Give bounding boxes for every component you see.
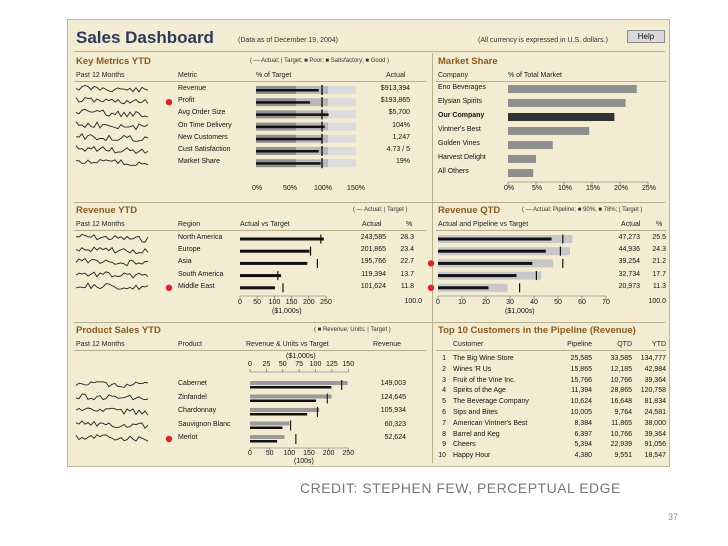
metric-actual: 4.73 / 5 (386, 146, 410, 153)
qtd-pct: 11.3 (652, 282, 666, 290)
col-actual-pipeline: Actual and Pipeline vs Target (438, 221, 529, 228)
axis-tick-label: 50 (278, 361, 287, 368)
customer-ytd: 38,000 (644, 419, 666, 427)
product-revenue: 105,934 (380, 407, 406, 414)
axis-tick-label: 150% (347, 185, 365, 192)
revenue-ytd-total: 100.0 (404, 298, 422, 305)
region-actual: 119,394 (361, 270, 386, 278)
revenue-ytd-title: Revenue YTD (76, 205, 138, 216)
customer-ytd: 42,984 (644, 365, 666, 373)
metric-actual: 19% (395, 158, 410, 166)
customer-pipeline: 8,384 (574, 419, 592, 427)
company-name: Harvest Delight (438, 154, 486, 161)
customer-qtd: 12,185 (610, 365, 632, 373)
customer-rank: 4 (442, 387, 446, 395)
metric-actual: $5,700 (388, 109, 410, 117)
actual-bar (438, 274, 516, 277)
col-product: Product (178, 341, 203, 348)
col-pct-target: % of Target (256, 72, 292, 79)
col-customer: Customer (453, 341, 484, 348)
axis-tick-label: 150 (285, 299, 298, 306)
axis-tick-label: 70 (602, 299, 610, 306)
axis-tick-label: 0 (436, 299, 440, 306)
key-metrics-title: Key Metrics YTD (76, 56, 151, 67)
customer-pipeline: 10,624 (570, 398, 592, 406)
axis-tick-label: 25% (641, 185, 656, 192)
customer-rank: 10 (438, 452, 446, 460)
metric-actual: 1,247 (392, 133, 410, 141)
revenue-qtd-total: 100.0 (648, 298, 666, 305)
actual-bar (438, 238, 552, 241)
qtd-pct: 24.3 (652, 246, 666, 254)
col-actual: Actual (386, 72, 406, 79)
col-pct-rev: % (406, 221, 413, 228)
customer-name: Wines 'R Us (453, 365, 492, 373)
customer-pipeline: 25,585 (570, 355, 592, 362)
credit-caption: CREDIT: STEPHEN FEW, PERCEPTUAL EDGE (300, 480, 621, 496)
product-name: Chardonnay (178, 407, 217, 414)
metric-name: Cust Satisfaction (178, 146, 231, 153)
key-metrics-legend: ( — Actual; | Target; ■ Poor; ■ Satisfactory; ■ Good ) (250, 58, 390, 64)
units-bar (250, 400, 316, 403)
sparkline-prod-4 (76, 435, 148, 441)
region-pct: 22.7 (400, 258, 414, 266)
customer-rank: 6 (442, 409, 446, 416)
t10-header-rule (436, 350, 666, 351)
actual-bar (438, 262, 532, 265)
product-revenue: 149,003 (380, 380, 406, 387)
metric-name: Avg Order Size (178, 109, 226, 117)
qtd-pct: 17.7 (652, 270, 666, 278)
axis-tick-label: 50 (265, 450, 274, 457)
axis-tick-label: 30 (506, 299, 514, 306)
metric-actual: $913,394 (380, 85, 410, 92)
customer-pipeline: 5,394 (574, 441, 592, 449)
company-name: Golden Vines (438, 140, 480, 147)
axis-tick-label: 40 (530, 299, 538, 306)
sales-dashboard (67, 19, 670, 467)
customer-qtd: 22,939 (610, 441, 632, 449)
customer-qtd: 16,648 (610, 398, 632, 406)
qtd-actual: 47,273 (618, 234, 640, 241)
metric-name: On Time Delivery (178, 121, 232, 129)
col-ytd: YTD (652, 341, 666, 348)
product-bottom-unit: (100s) (294, 458, 314, 465)
revenue-qtd-unit: ($1,000s) (505, 308, 535, 315)
col-past-12-rev: Past 12 Months (76, 221, 125, 228)
region-actual: 195,766 (360, 258, 386, 266)
revenue-bar (250, 422, 289, 426)
company-name: All Others (438, 168, 469, 175)
axis-tick-label: 100 (268, 299, 281, 306)
axis-tick-label: 10% (557, 185, 572, 192)
axis-tick-label: 0 (238, 299, 242, 306)
customer-name: Sips and Bites (453, 409, 498, 416)
customer-rank: 3 (442, 376, 446, 384)
revenue-ytd-legend: ( — Actual; | Target ) (353, 207, 408, 213)
customer-qtd: 9,764 (614, 409, 632, 416)
region-pct: 13.7 (400, 270, 414, 278)
qtd-actual: 44,936 (618, 246, 640, 254)
company-name: Eno Beverages (438, 84, 486, 91)
customer-name: The Beverage Company (453, 398, 529, 406)
revenue-bar (250, 408, 319, 412)
product-name: Zinfandel (178, 393, 207, 401)
customer-pipeline: 15,865 (570, 365, 592, 373)
axis-tick-label: 100 (309, 361, 322, 368)
product-name: Sauvignon Blanc (178, 420, 231, 428)
sparkline-prod-0 (76, 382, 148, 388)
qtd-pct: 25.5 (652, 234, 666, 241)
customer-ytd: 81,834 (644, 398, 666, 406)
customer-rank: 7 (442, 419, 446, 427)
col-region: Region (178, 221, 201, 228)
customer-pipeline: 6,397 (574, 430, 592, 438)
customer-pipeline: 15,766 (570, 376, 592, 384)
axis-tick-label: 10 (458, 299, 466, 306)
sparkline-prod-2 (76, 408, 148, 415)
customer-ytd: 18,547 (644, 452, 666, 460)
customer-ytd: 39,364 (644, 376, 666, 384)
customer-ytd: 39,364 (644, 430, 666, 438)
customer-rank: 8 (442, 430, 446, 438)
product-sales-legend: ( ■ Revenue; Units; | Target ) (314, 327, 391, 333)
sparkline-prod-3 (76, 421, 148, 428)
axis-tick-label: 100% (314, 185, 332, 192)
col-pct-qtd: % (656, 221, 663, 228)
axis-tick-label: 60 (578, 299, 586, 306)
axis-tick-label: 100 (283, 450, 296, 457)
customer-qtd: 10,766 (610, 430, 632, 438)
customer-qtd: 11,865 (611, 419, 632, 427)
axis-tick-label: 0 (248, 450, 252, 457)
axis-tick-label: 0 (248, 361, 252, 368)
axis-tick-label: 0% (251, 185, 263, 192)
customer-name: Spirits of the Age (453, 387, 506, 395)
actual-bar (438, 286, 488, 289)
axis-tick-label: 15% (585, 185, 600, 192)
qtd-pct: 21.2 (652, 258, 666, 266)
units-bar (250, 386, 331, 389)
region-name: Asia (178, 258, 192, 266)
customer-ytd: 120,758 (640, 387, 666, 395)
revenue-qtd-title: Revenue QTD (438, 205, 501, 216)
customer-ytd: 91,056 (644, 441, 666, 449)
col-actual-rev: Actual (362, 221, 382, 228)
axis-tick-label: 200 (322, 450, 335, 457)
axis-tick-label: 75 (295, 361, 304, 368)
revenue-bar (250, 381, 348, 385)
region-name: South America (178, 270, 224, 278)
region-pct: 23.4 (400, 246, 414, 254)
col-revenue: Revenue (373, 341, 402, 348)
axis-tick-label: 5% (531, 185, 543, 192)
qtd-actual: 32,734 (618, 270, 640, 278)
product-name: Cabernet (178, 380, 207, 387)
qtd-actual: 20,973 (618, 282, 640, 290)
company-name: Vintner's Best (438, 126, 481, 133)
region-pct: 11.8 (400, 282, 414, 290)
axis-tick-label: 150 (342, 361, 355, 368)
revenue-qtd-legend: ( — Actual; Pipeline; ■ 90%; ■ 78%; | Target ) (522, 207, 643, 213)
units-bar (250, 413, 307, 416)
customer-pipeline: 11,394 (571, 387, 592, 395)
company-name: Our Company (438, 112, 485, 119)
market-share-title: Market Share (438, 56, 498, 67)
product-revenue: 124,645 (380, 393, 406, 401)
page-title: Sales Dashboard (76, 28, 214, 47)
axis-tick-label: 20 (482, 299, 490, 306)
axis-tick-label: 20% (613, 185, 628, 192)
sparkline-prod-1 (76, 394, 148, 400)
col-pipeline: Pipeline (567, 341, 592, 348)
customer-name: Barrel and Keg (453, 430, 500, 438)
axis-tick-label: 0% (503, 185, 515, 192)
axis-tick-label: 250 (320, 299, 332, 306)
customer-rank: 2 (442, 365, 446, 373)
actual-bar (438, 250, 546, 253)
col-company: Company (438, 72, 468, 79)
axis-tick-label: 150 (303, 450, 315, 457)
region-name: Europe (178, 246, 201, 254)
col-rev-units-target: Revenue & Units vs Target (246, 341, 329, 348)
qtd-actual: 39,254 (618, 258, 640, 266)
customer-pipeline: 4,380 (574, 452, 592, 460)
customer-qtd: 28,865 (610, 387, 632, 395)
currency-note: (All currency is expressed in U.S. dollars.) (478, 37, 608, 44)
customer-rank: 1 (442, 355, 446, 362)
axis-tick-label: 25 (262, 361, 271, 368)
customer-name: Happy Hour (453, 452, 491, 460)
product-top-unit: ($1,000s) (286, 353, 316, 360)
as-of-date: (Data as of December 19, 2004) (238, 37, 338, 44)
axis-tick-label: 250 (342, 450, 355, 457)
top10-title: Top 10 Customers in the Pipeline (Revenue) (438, 325, 636, 336)
revenue-bar (250, 435, 284, 439)
revenue-bar (250, 395, 332, 399)
customer-ytd: 24,581 (644, 409, 666, 416)
region-actual: 201,865 (360, 246, 386, 254)
customer-name: American Vintner's Best (453, 419, 528, 427)
metric-name: Revenue (178, 85, 207, 92)
help-button[interactable]: Help (627, 30, 665, 43)
customer-name: Cheers (453, 441, 476, 449)
metric-name: New Customers (178, 133, 228, 141)
customer-name: Fruit of the Vine Inc. (453, 376, 516, 384)
customer-rank: 5 (442, 398, 446, 406)
metric-name: Profit (178, 97, 195, 105)
region-name: Middle East (178, 282, 215, 290)
product-sales-title: Product Sales YTD (76, 325, 161, 336)
alert-dot (166, 436, 172, 442)
col-actual-qtd: Actual (621, 221, 641, 228)
customer-name: The Big Wine Store (453, 355, 514, 362)
customer-qtd: 33,585 (610, 355, 632, 362)
customer-ytd: 134,777 (640, 355, 666, 362)
units-bar (250, 440, 277, 443)
region-name: North America (178, 234, 223, 241)
customer-qtd: 10,766 (610, 376, 632, 384)
region-pct: 28.3 (400, 234, 414, 241)
product-revenue: 52,624 (384, 434, 406, 441)
col-qtd: QTD (617, 341, 632, 348)
axis-tick-label: 125 (326, 361, 338, 368)
product-revenue: 60,323 (384, 420, 406, 428)
company-name: Elysian Spirits (438, 98, 482, 105)
axis-tick-label: 50% (282, 185, 297, 192)
metric-name: Market Share (178, 158, 221, 166)
region-actual: 243,585 (360, 234, 386, 241)
region-actual: 101,624 (360, 282, 386, 290)
page-number: 37 (668, 512, 679, 522)
col-metric: Metric (178, 72, 198, 79)
axis-tick-label: 50 (554, 299, 562, 306)
product-name: Merlot (178, 434, 198, 441)
col-past-12: Past 12 Months (76, 72, 125, 79)
axis-tick-label: 50 (253, 299, 262, 306)
col-past-12-prod: Past 12 Months (76, 341, 125, 348)
axis-tick-label: 200 (302, 299, 315, 306)
metric-actual: 104% (392, 121, 410, 129)
revenue-ytd-unit: ($1,000s) (272, 308, 302, 315)
col-actual-vs-target: Actual vs Target (240, 221, 290, 228)
customer-rank: 9 (442, 441, 446, 449)
units-bar (250, 427, 282, 430)
col-total-market: % of Total Market (508, 72, 562, 79)
customer-qtd: 9,551 (614, 452, 632, 460)
metric-actual: $193,865 (380, 97, 410, 105)
customer-pipeline: 10,005 (570, 409, 592, 416)
